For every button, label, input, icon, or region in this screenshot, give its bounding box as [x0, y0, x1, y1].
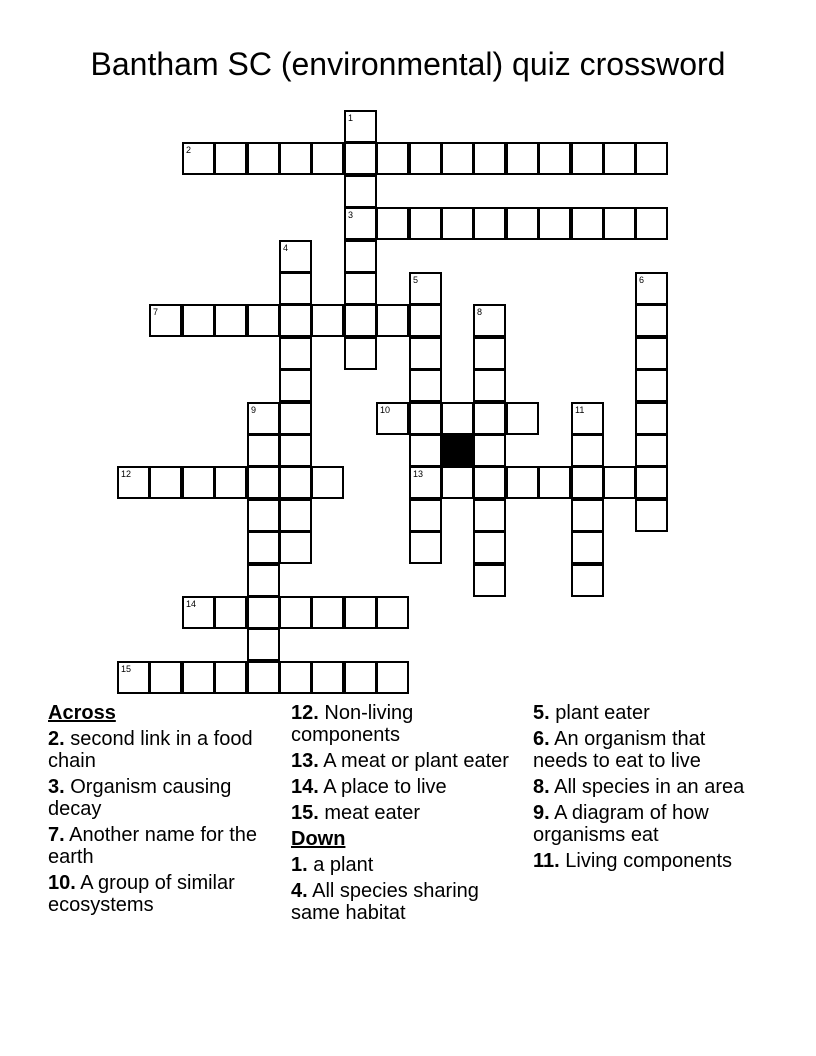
grid-cell[interactable]	[409, 499, 442, 532]
clue-across-10	[48, 872, 278, 916]
clue-down-9	[533, 802, 763, 846]
grid-cell[interactable]	[182, 596, 215, 629]
grid-cell[interactable]	[247, 564, 280, 597]
grid-cell[interactable]	[603, 207, 636, 240]
grid-cell[interactable]	[538, 466, 571, 499]
clue-down-11	[533, 850, 763, 872]
clue-across-14	[291, 776, 521, 798]
across-heading: Across	[48, 702, 116, 724]
grid-cell[interactable]	[506, 207, 539, 240]
grid-cell[interactable]	[311, 304, 344, 337]
grid-cell[interactable]	[247, 466, 280, 499]
grid-cell[interactable]	[247, 628, 280, 661]
clue-number-label: 3	[348, 210, 354, 220]
grid-cell[interactable]	[344, 304, 377, 337]
grid-cell[interactable]	[506, 402, 539, 435]
grid-cell[interactable]	[344, 142, 377, 175]
grid-cell[interactable]	[214, 661, 247, 694]
grid-cell[interactable]	[247, 499, 280, 532]
grid-cell[interactable]	[571, 402, 604, 435]
clue-number: 13.	[291, 750, 319, 772]
grid-cell[interactable]	[635, 304, 668, 337]
clue-text: Organism causing decay	[48, 776, 232, 820]
clue-text: A group of similar ecosystems	[48, 872, 235, 916]
clue-number: 15.	[291, 802, 319, 824]
clue-number: 6.	[533, 728, 550, 750]
grid-cell[interactable]	[409, 142, 442, 175]
clue-number: 7.	[48, 824, 65, 846]
grid-cell[interactable]	[571, 207, 604, 240]
grid-cell[interactable]	[473, 402, 506, 435]
clue-number-label: 12	[121, 469, 132, 479]
grid-cell[interactable]	[473, 207, 506, 240]
clue-number: 5.	[533, 702, 550, 724]
grid-cell[interactable]	[279, 596, 312, 629]
clue-down-4	[291, 880, 521, 924]
grid-cell[interactable]	[311, 142, 344, 175]
clue-text: plant eater	[555, 702, 650, 724]
clue-text: All species sharing same habitat	[291, 880, 479, 924]
clue-down-6	[533, 728, 763, 772]
clue-number-label: 9	[251, 405, 257, 415]
clue-number-label: 10	[380, 405, 391, 415]
grid-cell[interactable]	[247, 434, 280, 467]
grid-cell[interactable]	[409, 434, 442, 467]
grid-cell[interactable]	[279, 304, 312, 337]
grid-cell[interactable]	[473, 531, 506, 564]
grid-cell[interactable]	[344, 596, 377, 629]
grid-cell[interactable]	[344, 175, 377, 208]
grid-cell[interactable]	[376, 304, 409, 337]
grid-cell[interactable]	[409, 272, 442, 305]
grid-cell[interactable]	[473, 466, 506, 499]
grid-cell[interactable]	[344, 207, 377, 240]
clue-text: All species in an area	[554, 776, 745, 798]
grid-cell[interactable]	[409, 369, 442, 402]
grid-cell[interactable]	[506, 466, 539, 499]
grid-cell[interactable]	[409, 207, 442, 240]
grid-cell[interactable]	[635, 142, 668, 175]
grid-cell[interactable]	[247, 304, 280, 337]
clue-number-label: 13	[413, 469, 424, 479]
grid-cell[interactable]	[279, 142, 312, 175]
grid-cell[interactable]	[635, 207, 668, 240]
grid-cell[interactable]	[279, 240, 312, 273]
grid-cell[interactable]	[214, 466, 247, 499]
grid-cell[interactable]	[279, 499, 312, 532]
grid-cell[interactable]	[344, 337, 377, 370]
grid-cell[interactable]	[538, 142, 571, 175]
grid-cell[interactable]	[182, 661, 215, 694]
grid-cell[interactable]	[149, 304, 182, 337]
clue-number: 10.	[48, 872, 76, 894]
grid-cell[interactable]	[409, 337, 442, 370]
grid-cell[interactable]	[473, 369, 506, 402]
grid-cell[interactable]	[376, 142, 409, 175]
grid-cell[interactable]	[473, 564, 506, 597]
clue-text: Another name for the earth	[48, 824, 258, 868]
clue-number: 4.	[291, 880, 308, 902]
grid-cell[interactable]	[538, 207, 571, 240]
grid-cell[interactable]	[571, 564, 604, 597]
grid-cell[interactable]	[473, 434, 506, 467]
grid-cell[interactable]	[473, 499, 506, 532]
grid-cell[interactable]	[247, 596, 280, 629]
grid-cell[interactable]	[117, 466, 150, 499]
grid-cell[interactable]	[571, 531, 604, 564]
grid-cell[interactable]	[279, 337, 312, 370]
clue-number-label: 11	[575, 405, 585, 415]
grid-cell[interactable]	[603, 142, 636, 175]
grid-cell[interactable]	[182, 304, 215, 337]
grid-cell[interactable]	[635, 499, 668, 532]
clue-text: a plant	[313, 854, 374, 876]
grid-cell[interactable]	[344, 110, 377, 143]
clue-column-2	[291, 702, 521, 928]
grid-cell[interactable]	[441, 402, 474, 435]
grid-cell[interactable]	[247, 402, 280, 435]
clue-number: 14.	[291, 776, 319, 798]
grid-cell[interactable]	[247, 142, 280, 175]
grid-cell[interactable]	[473, 304, 506, 337]
black-cell	[441, 434, 474, 467]
grid-cell[interactable]	[441, 466, 474, 499]
grid-cell[interactable]	[409, 402, 442, 435]
grid-cell[interactable]	[635, 369, 668, 402]
clue-text: Non-living components	[291, 702, 414, 746]
clue-text: Living components	[565, 850, 733, 872]
grid-cell[interactable]	[279, 272, 312, 305]
grid-cell[interactable]	[279, 434, 312, 467]
grid-cell[interactable]	[376, 207, 409, 240]
grid-cell[interactable]	[571, 466, 604, 499]
clue-number: 3.	[48, 776, 65, 798]
clue-number-label: 7	[153, 307, 159, 317]
clue-across-15	[291, 802, 521, 824]
grid-cell[interactable]	[635, 337, 668, 370]
clue-text: meat eater	[324, 802, 420, 824]
grid-cell[interactable]	[441, 207, 474, 240]
grid-cell[interactable]	[247, 661, 280, 694]
grid-cell[interactable]	[279, 531, 312, 564]
clue-number-label: 1	[348, 113, 354, 123]
grid-cell[interactable]	[344, 272, 377, 305]
clue-column-3	[533, 702, 763, 876]
down-heading: Down	[291, 828, 346, 850]
grid-cell[interactable]	[117, 661, 150, 694]
grid-cell[interactable]	[344, 661, 377, 694]
grid-cell[interactable]	[635, 272, 668, 305]
clue-across-12	[291, 702, 521, 746]
grid-cell[interactable]	[409, 531, 442, 564]
grid-cell[interactable]	[311, 661, 344, 694]
clue-number-label: 6	[639, 275, 645, 285]
grid-cell[interactable]	[214, 142, 247, 175]
clue-across-3	[48, 776, 278, 820]
grid-cell[interactable]	[214, 596, 247, 629]
grid-cell[interactable]	[376, 661, 409, 694]
grid-cell[interactable]	[571, 499, 604, 532]
grid-cell[interactable]	[311, 466, 344, 499]
clue-across-2	[48, 728, 278, 772]
page-title: Bantham SC (environmental) quiz crossword	[90, 46, 726, 82]
clue-text: A place to live	[323, 776, 447, 798]
grid-cell[interactable]	[149, 661, 182, 694]
grid-cell[interactable]	[311, 596, 344, 629]
grid-cell[interactable]	[409, 466, 442, 499]
clue-number: 11.	[533, 850, 560, 872]
grid-cell[interactable]	[247, 531, 280, 564]
clue-across-13	[291, 750, 521, 772]
grid-cell[interactable]	[344, 240, 377, 273]
grid-cell[interactable]	[473, 337, 506, 370]
grid-cell[interactable]	[473, 142, 506, 175]
grid-cell[interactable]	[635, 434, 668, 467]
clue-number-label: 2	[186, 145, 192, 155]
grid-cell[interactable]	[571, 142, 604, 175]
clue-number-label: 5	[413, 275, 419, 285]
grid-cell[interactable]	[441, 142, 474, 175]
grid-cell[interactable]	[506, 142, 539, 175]
grid-cell[interactable]	[182, 466, 215, 499]
clue-number: 8.	[533, 776, 550, 798]
clue-down-1	[291, 854, 521, 876]
clue-number-label: 15	[121, 664, 132, 674]
grid-cell[interactable]	[409, 304, 442, 337]
grid-cell[interactable]	[149, 466, 182, 499]
grid-cell[interactable]	[279, 661, 312, 694]
clue-down-5	[533, 702, 763, 724]
grid-cell[interactable]	[603, 466, 636, 499]
clue-number-label: 8	[477, 307, 483, 317]
grid-cell[interactable]	[214, 304, 247, 337]
clue-number: 1.	[291, 854, 308, 876]
grid-cell[interactable]	[376, 596, 409, 629]
grid-cell[interactable]	[279, 369, 312, 402]
clue-number-label: 4	[283, 243, 289, 253]
clue-text: A meat or plant eater	[323, 750, 509, 772]
grid-cell[interactable]	[376, 402, 409, 435]
clue-down-8	[533, 776, 763, 798]
grid-cell[interactable]	[571, 434, 604, 467]
grid-cell[interactable]	[279, 466, 312, 499]
grid-cell[interactable]	[635, 402, 668, 435]
clue-number-label: 14	[186, 599, 197, 609]
grid-cell[interactable]	[279, 402, 312, 435]
grid-cell[interactable]	[635, 466, 668, 499]
clue-number: 12.	[291, 702, 319, 724]
clue-column-1	[48, 702, 278, 920]
clue-text: An organism that needs to eat to live	[533, 728, 706, 772]
clue-text: second link in a food chain	[48, 728, 253, 772]
clue-across-7	[48, 824, 278, 868]
clue-number: 2.	[48, 728, 65, 750]
clue-text: A diagram of how organisms eat	[533, 802, 709, 846]
grid-cell[interactable]	[182, 142, 215, 175]
clue-number: 9.	[533, 802, 550, 824]
